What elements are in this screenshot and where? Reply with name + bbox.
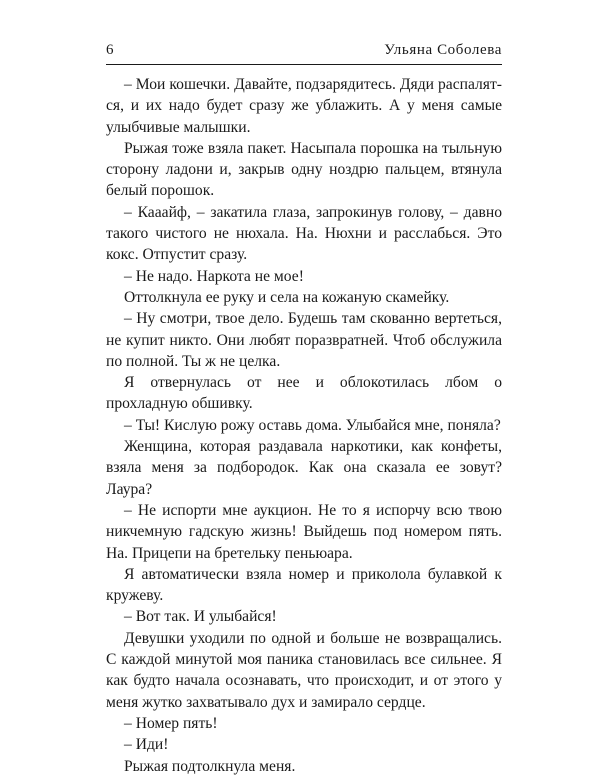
author-name: Ульяна Соболева bbox=[384, 42, 502, 58]
running-header bbox=[106, 42, 502, 59]
paragraph: – Мои кошечки. Давайте, подзарядитесь. Дяди распалятся, и их надо будет сразу же ублажить. А у меня самые улыбчивые малышки. bbox=[106, 76, 502, 136]
body-text bbox=[106, 74, 502, 777]
page-number: 6 bbox=[106, 42, 115, 58]
paragraph: – Кааайф, – закатила глаза, запрокинув голову, – давно такого чистого не нюхала. На. Нюхни и расслабься. Это кокс. Отпустит сразу. bbox=[106, 203, 502, 264]
paragraph: Я автоматически взяла номер и приколола булавкой к кружеву. bbox=[106, 565, 502, 605]
paragraph: – Ты! Кислую рожу оставь дома. Улыбайся мне, поняла? bbox=[124, 416, 501, 434]
paragraph: – Иди! bbox=[124, 736, 169, 754]
paragraph: – Не испорти мне аукцион. Не то я испорчу всю твою никчемную гадскую жизнь! Выйдешь под номером пять. На. Прицепи на бретельку пеньюара. bbox=[106, 501, 502, 562]
paragraph: Я отвернулась от нее и облокотилась лбом о прохладную обшивку. bbox=[106, 374, 502, 413]
paragraph: Оттолкнула ее руку и села на кожаную скамейку. bbox=[124, 288, 450, 306]
paragraph: – Вот так. И улыбайся! bbox=[124, 608, 277, 626]
paragraph: – Не надо. Наркота не мое! bbox=[124, 267, 304, 285]
paragraph: – Номер пять! bbox=[124, 714, 218, 732]
paragraph: – Ну смотри, твое дело. Будешь там скованно вертеться, не купит никто. Они любят поразвратней. Чтоб обслужила по полной. Ты ж не целка. bbox=[106, 310, 502, 370]
header-rule bbox=[106, 64, 502, 65]
paragraph: Рыжая тоже взяла пакет. Насыпала порошка на тыльную сторону ладони и, закрыв одну ноздрю пальцем, втянула белый порошок. bbox=[106, 139, 502, 200]
paragraph: Рыжая подтолкнула меня. bbox=[124, 757, 296, 775]
paragraph: Девушки уходили по одной и больше не возвращались. С каждой минутой моя паника становилась все сильнее. Я как будто начала осознавать, что происходит, и от этого у меня жутко захватывало дух и замирало сердце. bbox=[106, 629, 502, 711]
paragraph: Женщина, которая раздавала наркотики, как конфеты, взяла меня за подбородок. Как она сказала ее зовут? Лаура? bbox=[106, 438, 502, 498]
